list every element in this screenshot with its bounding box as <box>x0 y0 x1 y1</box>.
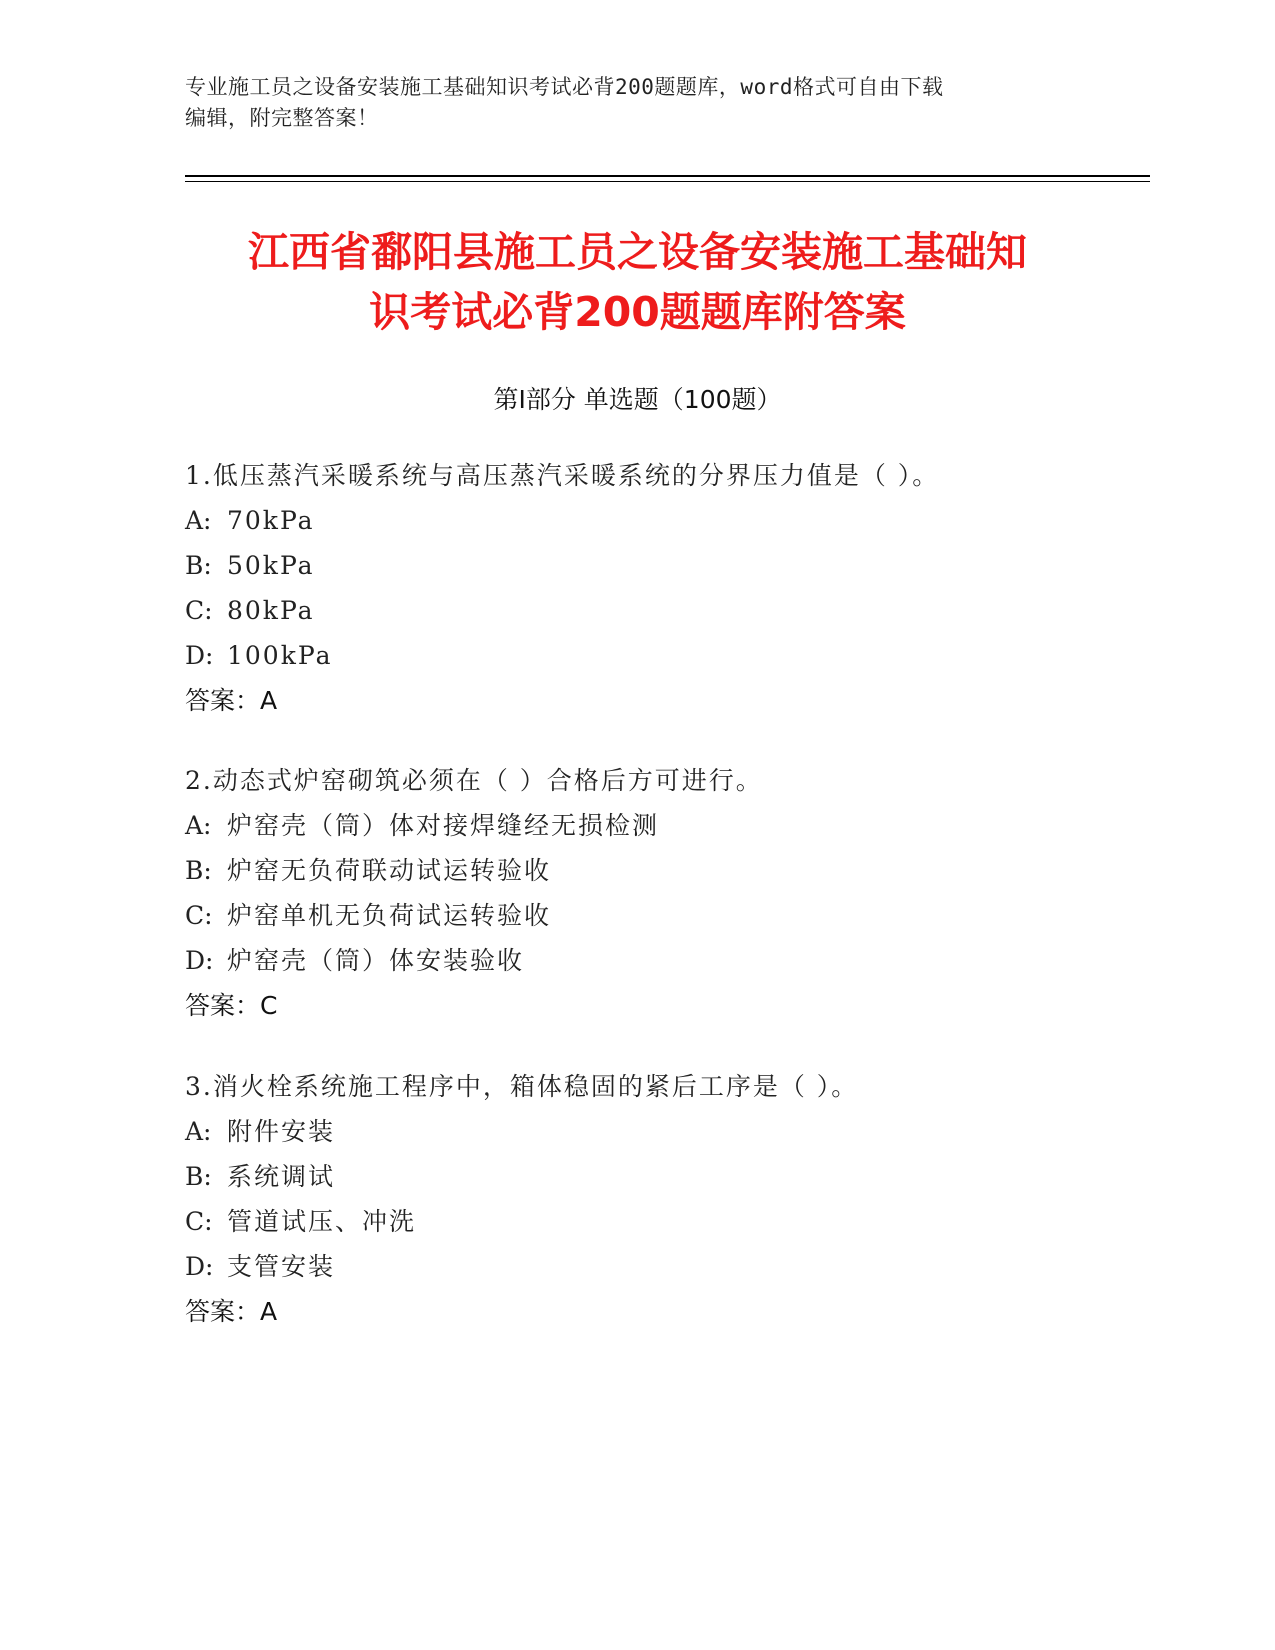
question-text: 1.低压蒸汽采暖系统与高压蒸汽采暖系统的分界压力值是（ ）。 <box>185 461 940 490</box>
option-text: 管道试压、冲洗 <box>227 1207 417 1236</box>
answer: 答案：A <box>185 1297 278 1326</box>
option-c <box>185 893 1145 938</box>
option-a <box>185 803 1145 848</box>
option-label: B: <box>185 856 212 885</box>
option-label: C: <box>185 596 213 625</box>
title-line-2: 识考试必背200题题库附答案 <box>369 288 906 336</box>
option-label: A: <box>185 811 212 840</box>
option-b <box>185 848 1145 893</box>
question-text: 3.消火栓系统施工程序中，箱体稳固的紧后工序是（ ）。 <box>185 1072 859 1101</box>
option-text: 支管安装 <box>227 1252 336 1281</box>
option-b <box>185 543 1145 588</box>
question-1 <box>185 453 1145 723</box>
option-c <box>185 588 1145 633</box>
header-line-1: 专业施工员之设备安装施工基础知识考试必背200题题库，word格式可自由下载 <box>185 75 944 99</box>
header-line-2: 编辑，附完整答案！ <box>185 106 379 130</box>
option-text: 系统调试 <box>227 1162 336 1191</box>
option-d <box>185 1244 1145 1289</box>
answer: 答案：A <box>185 686 278 715</box>
option-label: B: <box>185 551 212 580</box>
option-label: D: <box>185 1252 214 1281</box>
option-text: 炉窑壳（筒）体安装验收 <box>227 946 525 975</box>
option-text: 100kPa <box>227 641 333 670</box>
question-3 <box>185 1064 1145 1334</box>
option-label: C: <box>185 901 213 930</box>
option-d <box>185 938 1145 983</box>
option-a <box>185 1109 1145 1154</box>
option-label: D: <box>185 641 214 670</box>
option-text: 炉窑单机无负荷试运转验收 <box>227 901 552 930</box>
option-label: A: <box>185 506 212 535</box>
option-text: 附件安装 <box>227 1117 336 1146</box>
option-text: 炉窑无负荷联动试运转验收 <box>227 856 552 885</box>
option-text: 50kPa <box>227 551 315 580</box>
option-label: C: <box>185 1207 213 1236</box>
answer: 答案：C <box>185 991 278 1020</box>
option-text: 炉窑壳（筒）体对接焊缝经无损检测 <box>227 811 660 840</box>
header-divider-thin <box>185 181 1150 182</box>
section-heading: 第Ⅰ部分 单选题（100题） <box>493 385 782 414</box>
option-label: A: <box>185 1117 212 1146</box>
option-text: 70kPa <box>227 506 315 535</box>
page-header <box>185 72 1065 134</box>
question-text: 2.动态式炉窑砌筑必须在（ ）合格后方可进行。 <box>185 766 763 795</box>
header-divider-thick <box>185 175 1150 177</box>
option-c <box>185 1199 1145 1244</box>
question-2 <box>185 758 1145 1028</box>
title-line-1: 江西省鄱阳县施工员之设备安装施工基础知 <box>248 228 1027 276</box>
option-label: B: <box>185 1162 212 1191</box>
option-text: 80kPa <box>227 596 315 625</box>
document-title <box>185 222 1090 342</box>
option-b <box>185 1154 1145 1199</box>
option-d <box>185 633 1145 678</box>
option-label: D: <box>185 946 214 975</box>
option-a <box>185 498 1145 543</box>
